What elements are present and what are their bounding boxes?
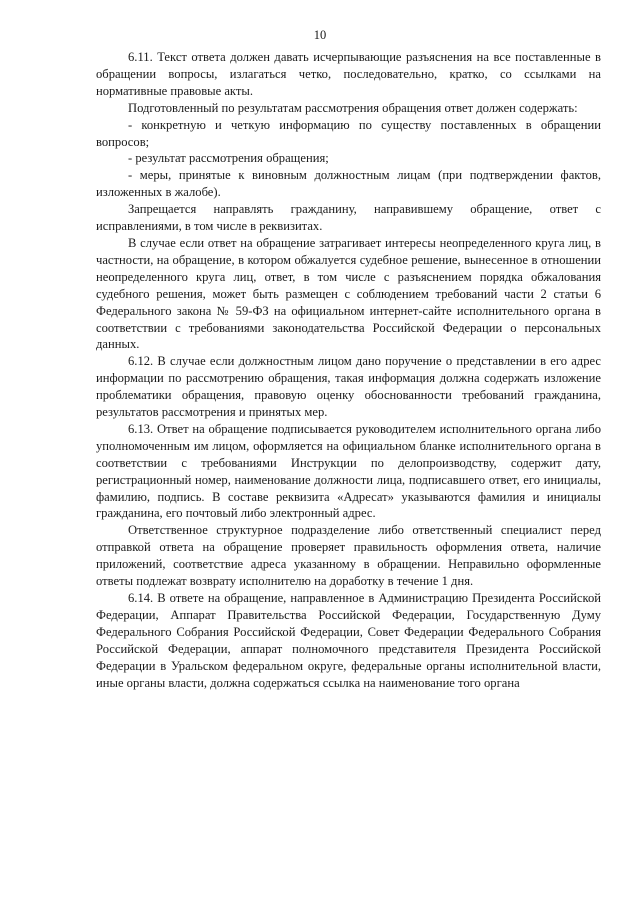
- paragraph-6-11: 6.11. Текст ответа должен давать исчерпывающие разъяснения на все поставленные в обращении вопросы, излагаться четко, последовательно, кратко, со ссылками на нормативные правовые акты.: [96, 50, 601, 98]
- paragraph-answer-content: Подготовленный по результатам рассмотрения обращения ответ должен содержать:: [128, 100, 578, 115]
- paragraph-6-13: 6.13. Ответ на обращение подписывается руководителем исполнительного органа либо уполномоченным им лицом, оформляется на официальном бланке исполнительного органа в соответствии с требованиями Инструкции по делопроизводству, содержит дату, регистрационный номер, наименование должности лица, подписавшего ответ, его инициалы, фамилию, подпись. В составе реквизита «Адресат» указываются фамилия и инициалы гражданина, его почтовый либо электронный адрес.: [96, 421, 601, 521]
- document-body: [96, 49, 601, 691]
- paragraph-indefinite-circle: В случае если ответ на обращение затрагивает интересы неопределенного круга лиц, в частности, на обращение, в котором обжалуется судебное решение, вынесенное в отношении неопределенного круга лиц, ответ, в том числе с разъяснением порядка обжалования судебного решения, может быть размещен с соблюдением требований части 2 статьи 6 Федерального закона № 59-ФЗ на официальном интернет-сайте исполнительного органа в соответствии с требованиями законодательства Российской Федерации о персональных данных.: [96, 235, 601, 352]
- list-item-concrete-info: - конкретную и четкую информацию по существу поставленных в обращении вопросов;: [96, 117, 601, 149]
- list-item-result: - результат рассмотрения обращения;: [128, 151, 329, 166]
- list-item-measures: - меры, принятые к виновным должностным лицам (при подтверждении фактов, изложенных в жалобе).: [96, 168, 601, 200]
- paragraph-prohibition: Запрещается направлять гражданину, направившему обращение, ответ с исправлениями, в том числе в реквизитах.: [96, 202, 601, 234]
- paragraph-6-12: 6.12. В случае если должностным лицом дано поручение о представлении в его адрес информации по рассмотрению обращения, такая информация должна содержать изложение проблематики обращения, правовую оценку обоснованности требований гражданина, результатов рассмотрения и принятых мер.: [96, 354, 601, 420]
- page-number: 10: [313, 28, 327, 42]
- paragraph-6-14: 6.14. В ответе на обращение, направленное в Администрацию Президента Российской Федерации, Аппарат Правительства Российской Федерации, Государственную Думу Федерального Собрания Российской Федерации, Совет Федерации Федерального Собрания Российской Федерации, аппарат полномочного представителя Президента Российской Федерации в Уральском федеральном округе, федеральные органы исполнительной власти, иные органы власти, должна содержаться ссылка на наименование того органа: [96, 591, 601, 690]
- paragraph-responsible-unit: Ответственное структурное подразделение либо ответственный специалист перед отправкой ответа на обращение проверяет правильность оформления ответа, наличие приложений, соответствие адреса указанному в обращении. Неправильно оформленные ответы подлежат возврату исполнителю на доработку в течение 1 дня.: [96, 523, 601, 589]
